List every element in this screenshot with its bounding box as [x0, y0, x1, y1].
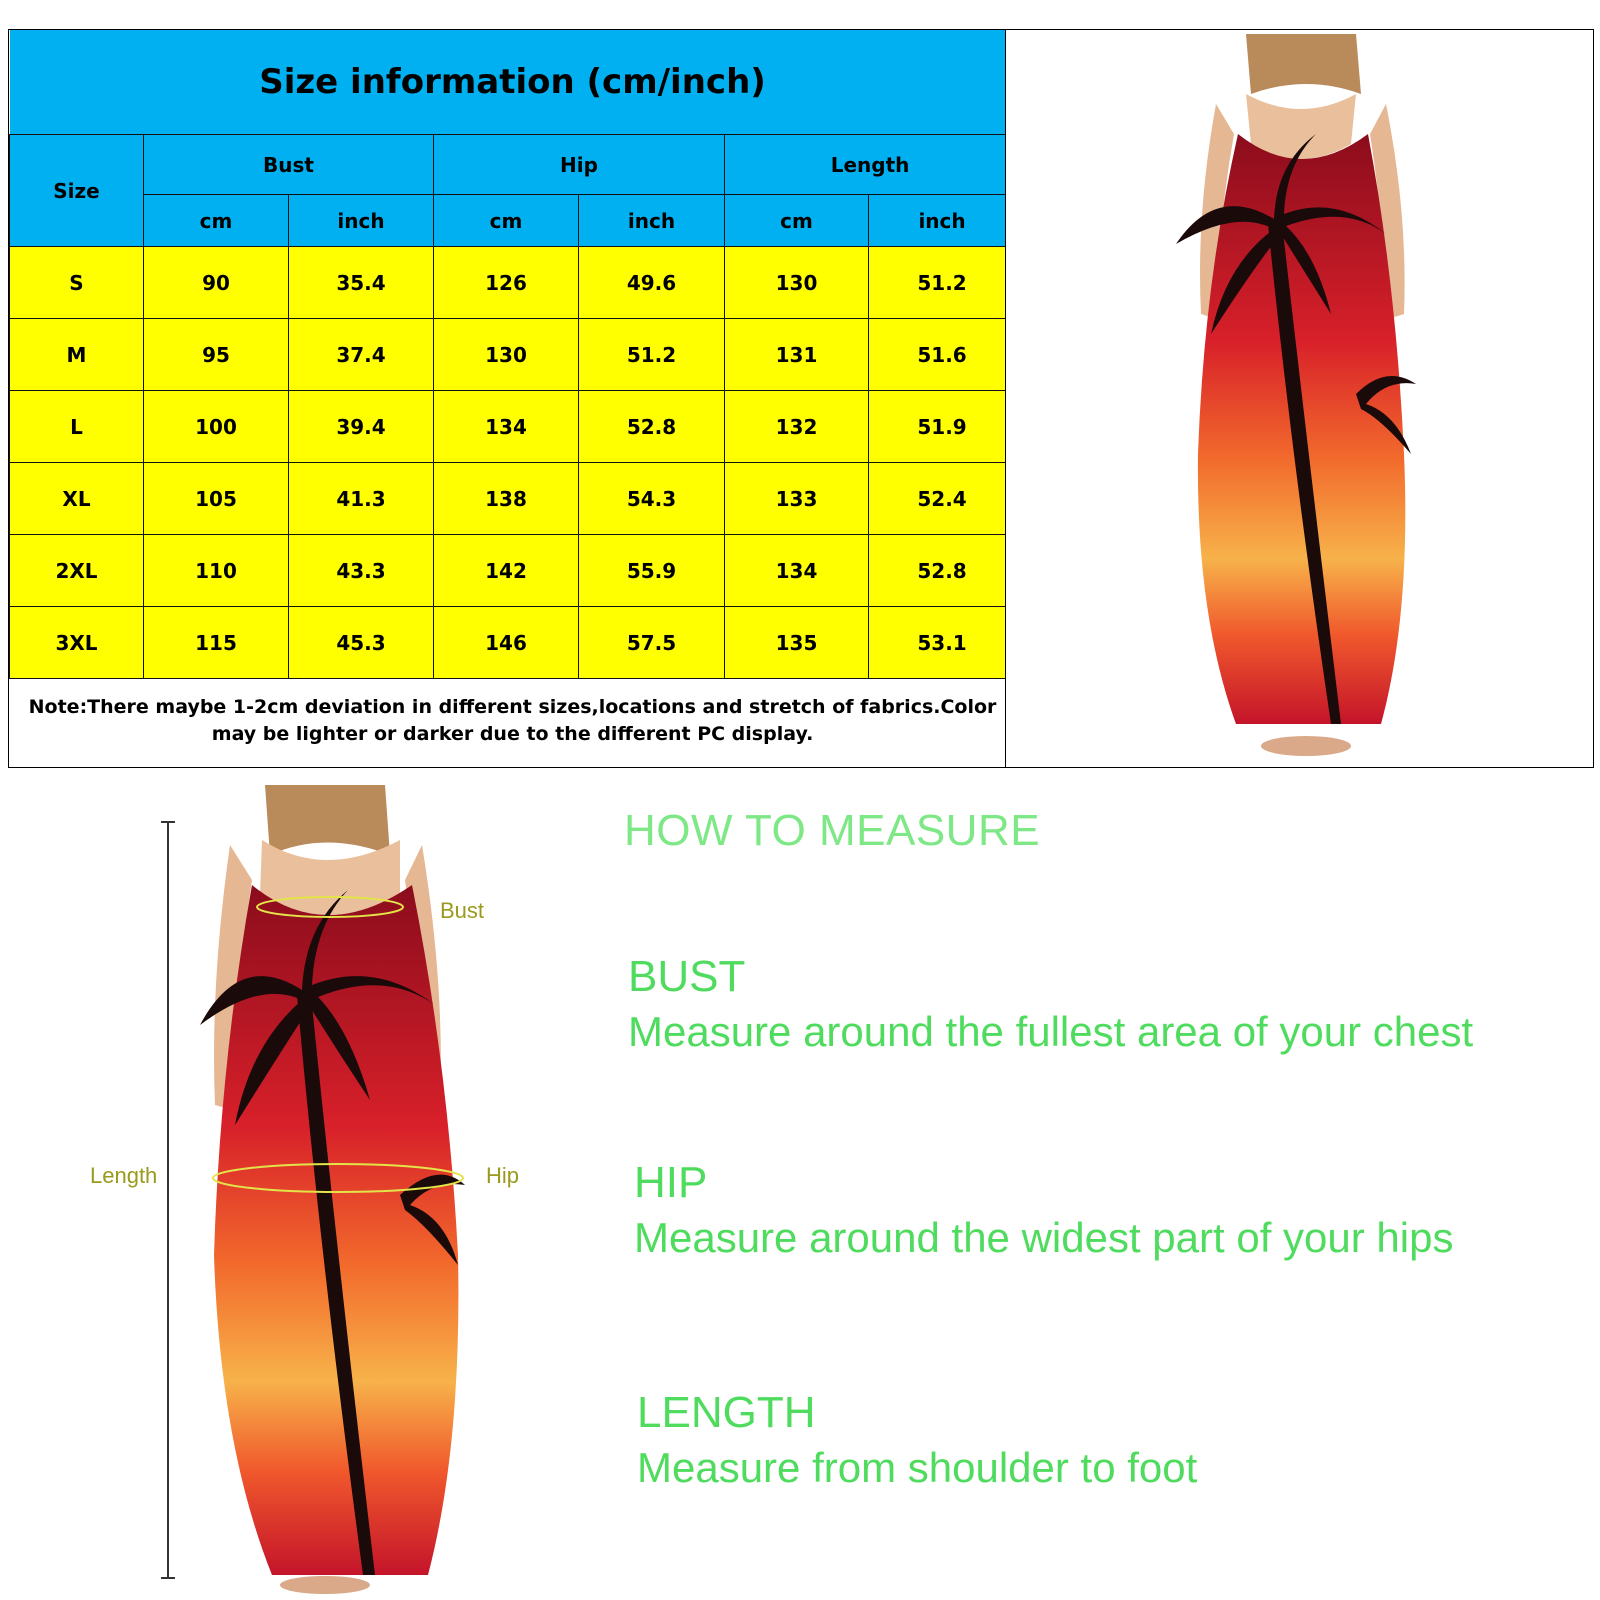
value-cell: 126 [434, 247, 579, 319]
value-cell: 37.4 [289, 319, 434, 391]
value-cell: 51.2 [869, 247, 1016, 319]
chart-title: Size information (cm/inch) [10, 30, 1016, 135]
value-cell: 54.3 [579, 463, 725, 535]
size-chart [8, 29, 1016, 768]
value-cell: 142 [434, 535, 579, 607]
guide-heading-hip: HIP [634, 1158, 708, 1207]
measure-markers [0, 780, 600, 1600]
value-cell: 135 [725, 607, 869, 679]
table-row [10, 463, 1016, 535]
value-cell: 105 [144, 463, 289, 535]
value-cell: 134 [434, 391, 579, 463]
unit-header: cm [725, 195, 869, 247]
size-header: Size [10, 135, 144, 247]
value-cell: 52.8 [579, 391, 725, 463]
value-cell: 51.2 [579, 319, 725, 391]
table-row [10, 607, 1016, 679]
dress-photo [1156, 34, 1446, 764]
value-cell: 41.3 [289, 463, 434, 535]
unit-header: inch [579, 195, 725, 247]
size-cell: S [10, 247, 144, 319]
hip-label: Hip [486, 1163, 520, 1188]
guide-text-bust: Measure around the fullest area of your chest [628, 1008, 1474, 1055]
unit-header: inch [289, 195, 434, 247]
unit-header: cm [144, 195, 289, 247]
value-cell: 110 [144, 535, 289, 607]
group-header-length: Length [725, 135, 1016, 195]
value-cell: 51.6 [869, 319, 1016, 391]
value-cell: 146 [434, 607, 579, 679]
value-cell: 134 [725, 535, 869, 607]
guide-heading-length: LENGTH [637, 1388, 816, 1437]
value-cell: 43.3 [289, 535, 434, 607]
unit-header: inch [869, 195, 1016, 247]
value-cell: 138 [434, 463, 579, 535]
table-row [10, 535, 1016, 607]
value-cell: 131 [725, 319, 869, 391]
value-cell: 52.4 [869, 463, 1016, 535]
size-cell: XL [10, 463, 144, 535]
value-cell: 53.1 [869, 607, 1016, 679]
value-cell: 55.9 [579, 535, 725, 607]
size-cell: L [10, 391, 144, 463]
value-cell: 132 [725, 391, 869, 463]
value-cell: 130 [434, 319, 579, 391]
table-row [10, 247, 1016, 319]
product-photo-panel [1005, 29, 1594, 768]
value-cell: 52.8 [869, 535, 1016, 607]
length-label: Length [90, 1163, 158, 1188]
size-cell: M [10, 319, 144, 391]
guide-text-length: Measure from shoulder to foot [637, 1444, 1198, 1491]
group-header-bust: Bust [144, 135, 434, 195]
value-cell: 90 [144, 247, 289, 319]
value-cell: 95 [144, 319, 289, 391]
value-cell: 39.4 [289, 391, 434, 463]
value-cell: 51.9 [869, 391, 1016, 463]
table-row [10, 319, 1016, 391]
value-cell: 57.5 [579, 607, 725, 679]
table-row [10, 391, 1016, 463]
size-table [9, 30, 1016, 763]
unit-header: cm [434, 195, 579, 247]
value-cell: 45.3 [289, 607, 434, 679]
guide-heading-bust: BUST [628, 952, 746, 1001]
size-cell: 3XL [10, 607, 144, 679]
group-header-hip: Hip [434, 135, 725, 195]
value-cell: 133 [725, 463, 869, 535]
size-note: Note:There maybe 1-2cm deviation in different sizes,locations and stretch of fabrics.Color may be lighter or darker due to the different PC display. [10, 679, 1016, 764]
value-cell: 49.6 [579, 247, 725, 319]
how-to-measure-title: HOW TO MEASURE [624, 806, 1041, 855]
value-cell: 115 [144, 607, 289, 679]
guide-text-hip: Measure around the widest part of your hips [634, 1214, 1454, 1261]
bust-label: Bust [440, 898, 485, 923]
value-cell: 130 [725, 247, 869, 319]
size-cell: 2XL [10, 535, 144, 607]
value-cell: 100 [144, 391, 289, 463]
value-cell: 35.4 [289, 247, 434, 319]
